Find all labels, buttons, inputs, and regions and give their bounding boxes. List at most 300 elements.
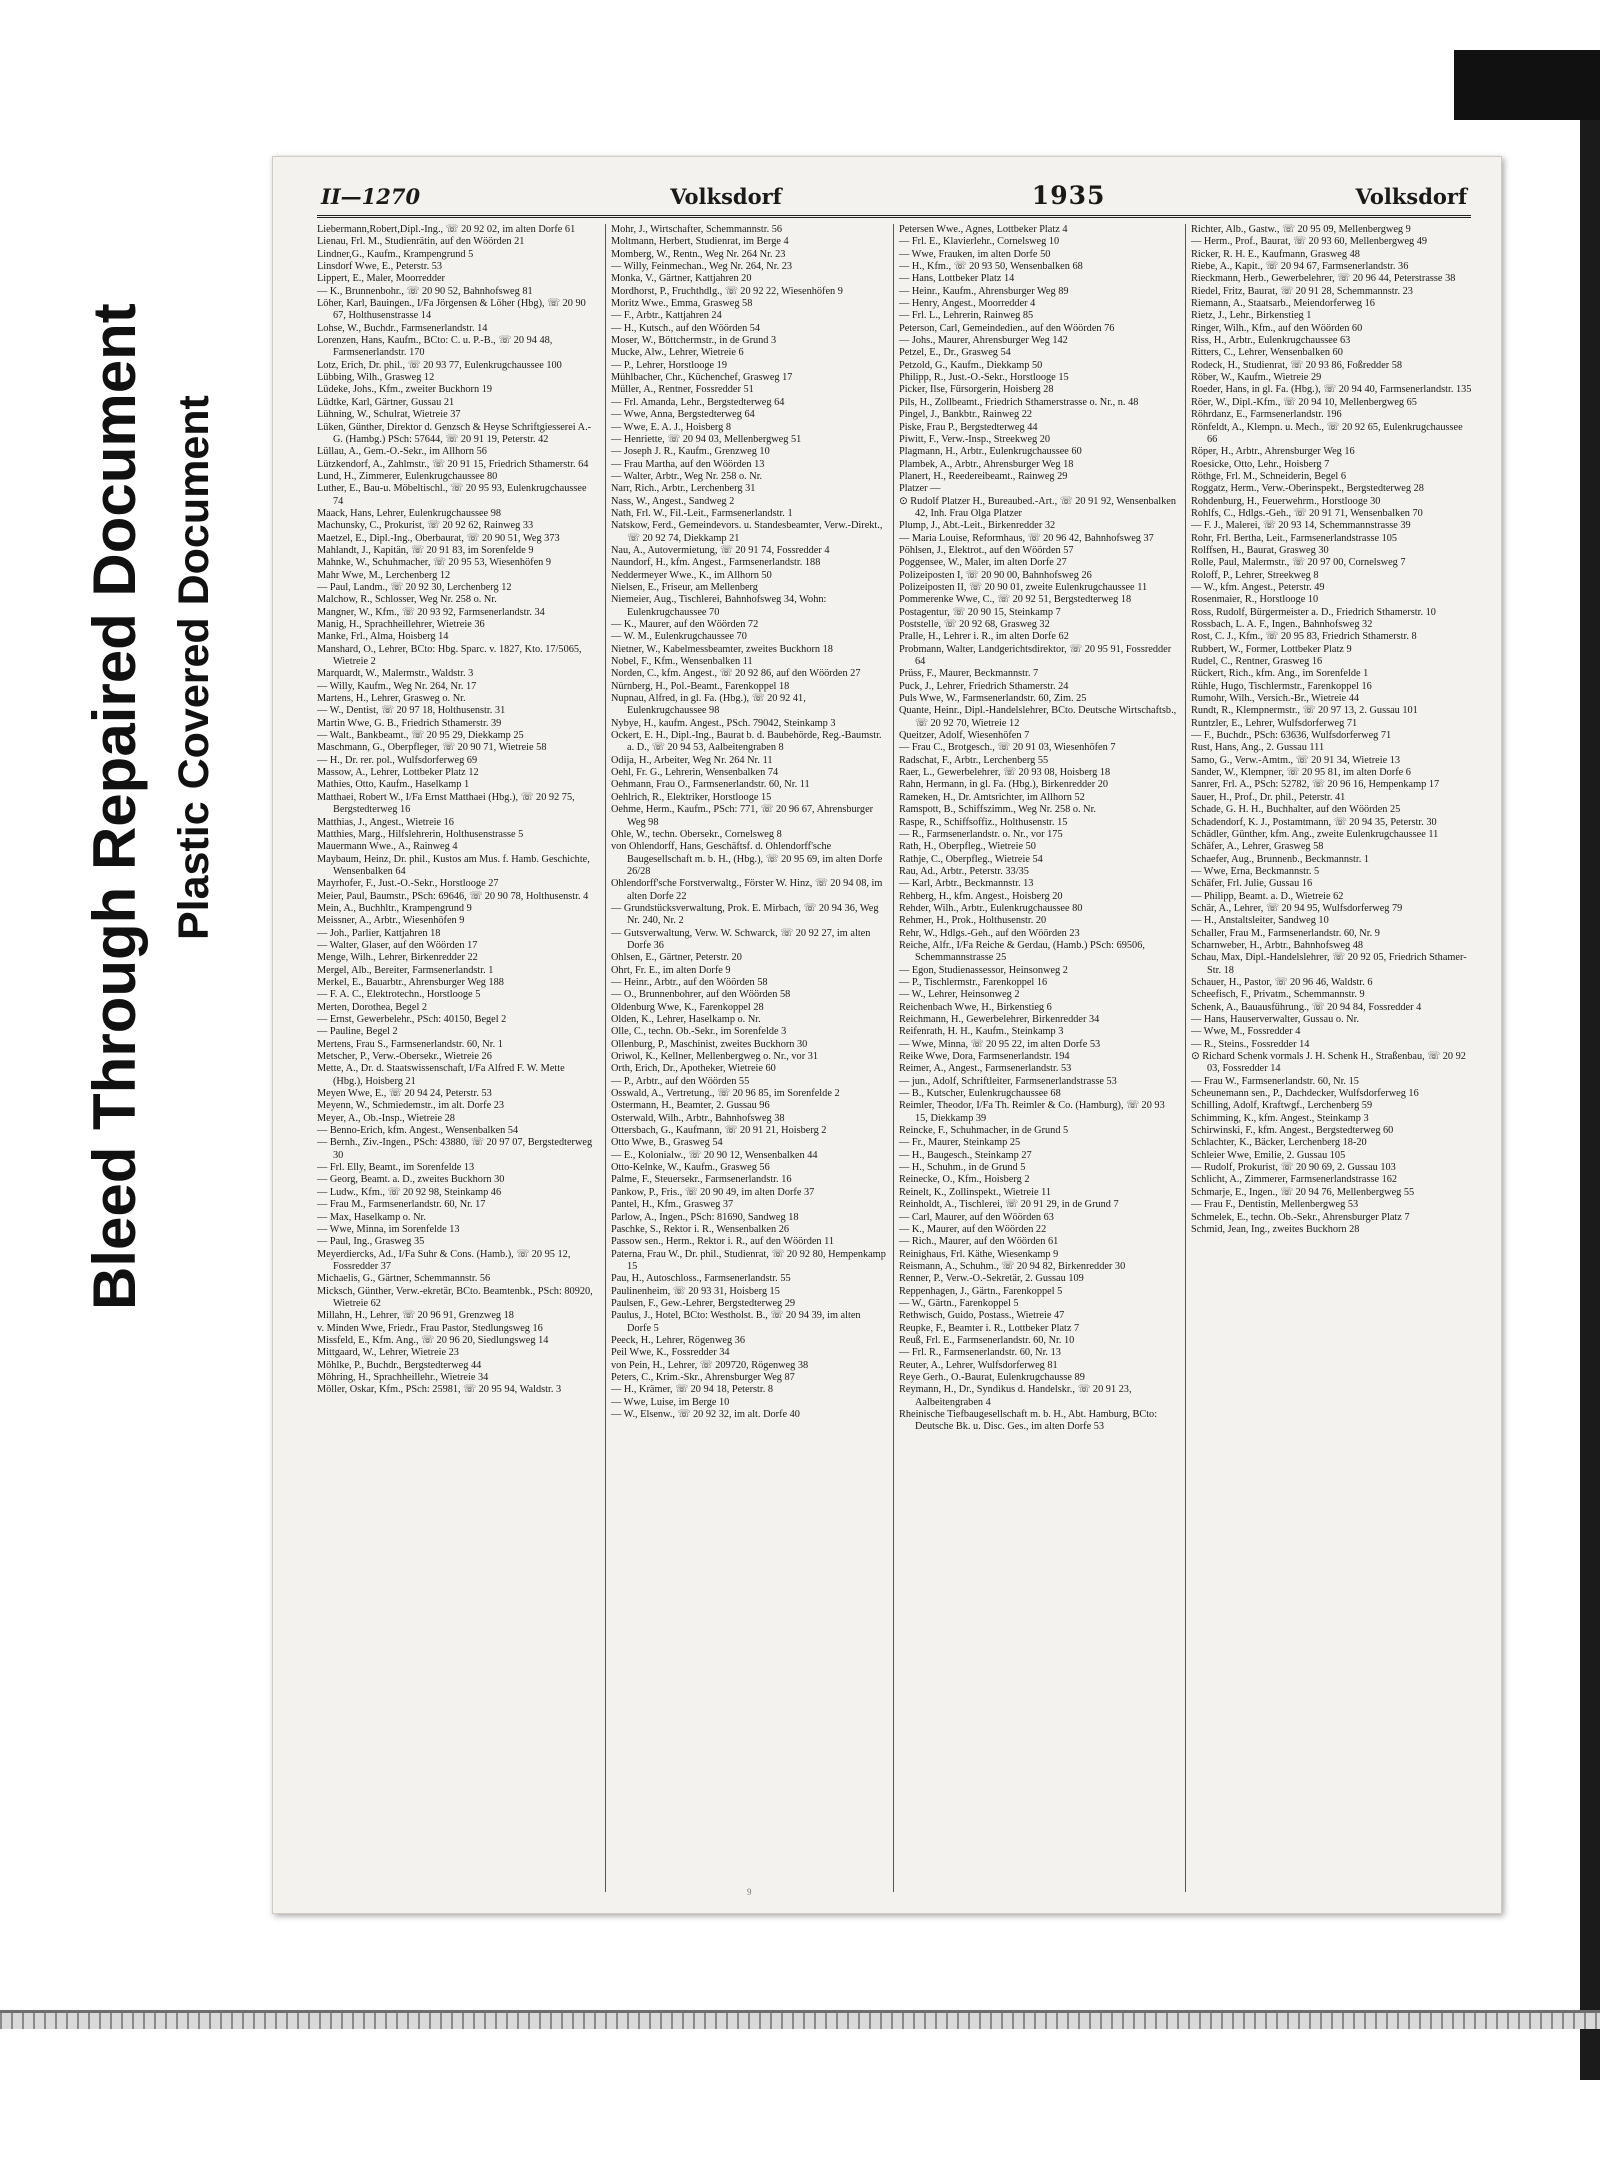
directory-entry: Monka, V., Gärtner, Kattjahren 20 [611, 273, 752, 285]
footer-mark: 9 [747, 1887, 752, 1897]
directory-entry: — H., Schuhm., in de Grund 5 [899, 1162, 1026, 1174]
directory-entry: — H., Dr. rer. pol., Wulfsdorferweg 69 [317, 754, 478, 766]
directory-entry: Rodeck, H., Studienrat, ☏ 20 93 86, Foßredder 58 [1191, 359, 1403, 371]
page-number: II—1270 [321, 184, 421, 209]
directory-entry: Queitzer, Adolf, Wiesenhöfen 7 [899, 730, 1030, 742]
directory-entry: Oehlrich, R., Elektriker, Horstlooge 15 [611, 791, 772, 803]
directory-entry: Reifenrath, H. H., Kaufm., Steinkamp 3 [899, 1026, 1064, 1038]
directory-entry: Rolle, Paul, Malermstr., ☏ 20 97 00, Cornelsweg 7 [1191, 557, 1406, 569]
directory-entry: Pantel, H., Kfm., Grasweg 37 [611, 1199, 734, 1211]
directory-entry: Poststelle, ☏ 20 92 68, Grasweg 32 [899, 619, 1050, 630]
directory-entry: — Fr., Maurer, Steinkamp 25 [899, 1137, 1021, 1149]
directory-entry: Raspe, R., Schiffsoffiz., Holthusenstr. 15 [899, 816, 1068, 828]
directory-entry: — Rudolf, Prokurist, ☏ 20 90 69, 2. Gussau 103 [1191, 1162, 1396, 1174]
directory-entry: — H., Baugesch., Steinkamp 27 [899, 1149, 1032, 1161]
directory-entry: Oehme, Herm., Kaufm., PSch: 771, ☏ 20 96 67, Ahrensburger Weg 98 [611, 804, 874, 828]
directory-entry: Philipp, R., Just.-O.-Sekr., Horstlooge 15 [899, 372, 1069, 384]
directory-entry: Rosenmaier, R., Horstlooge 10 [1191, 594, 1319, 606]
right-running-title: Volksdorf [1355, 184, 1467, 209]
directory-entry: Pils, H., Zollbeamt., Friedrich Sthamerstrasse o. Nr., n. 48 [899, 396, 1139, 408]
directory-entry: — R., Farmsenerlandstr. o. Nr., vor 175 [899, 828, 1063, 840]
directory-entry: Pralle, H., Lehrer i. R., im alten Dorfe 62 [899, 631, 1069, 643]
directory-entry: — H., Anstaltsleiter, Sandweg 10 [1191, 915, 1329, 927]
directory-entry: Petzold, G., Kaufm., Diekkamp 50 [899, 359, 1043, 371]
directory-entry: Runtzler, E., Lehrer, Wulfsdorferweg 71 [1191, 717, 1358, 729]
secondary-side-label: Plastic Covered Document [170, 395, 218, 940]
directory-entry: — Pauline, Begel 2 [317, 1026, 398, 1038]
directory-entry: Meyerdiercks, Ad., I/Fa Suhr & Cons. (Hamb.), ☏ 20 95 12, Fossredder 37 [317, 1248, 571, 1272]
directory-entry: — Egon, Studienassessor, Heinsonweg 2 [899, 964, 1068, 976]
directory-entry: Mauermann Wwe., A., Rainweg 4 [317, 841, 458, 853]
directory-entry: Moltmann, Herbert, Studienrat, im Berge 4 [611, 236, 789, 248]
directory-entry: Orth, Erich, Dr., Apotheker, Wietreie 60 [611, 1063, 776, 1075]
directory-entry: Micksch, Günther, Verw.-ekretär, BCto. Beamtenbk., PSch: 80920, Wietreie 62 [317, 1285, 593, 1309]
directory-entry: Meyen Wwe, E., ☏ 20 94 24, Peterstr. 53 [317, 1088, 492, 1100]
directory-entry: — P., Lehrer, Horstlooge 19 [611, 359, 727, 371]
directory-entry: Reincke, F., Schuhmacher, in de Grund 5 [899, 1125, 1069, 1137]
directory-entry: Schädler, Günther, kfm. Ang., zweite Eulenkrugchaussee 11 [1191, 828, 1439, 840]
directory-entry: Lund, H., Zimmerer, Eulenkrugchaussee 80 [317, 470, 498, 482]
directory-entry: — R., Steins., Fossredder 14 [1191, 1038, 1310, 1050]
directory-entry: — Heinr., Kaufm., Ahrensburger Weg 89 [899, 285, 1069, 297]
directory-entry: Scharnweber, H., Arbtr., Bahnhofsweg 48 [1191, 939, 1364, 951]
directory-entry: Paschke, S., Rektor i. R., Wensenbalken 26 [611, 1223, 790, 1235]
directory-entry: Lienau, Frl. M., Studienrätin, auf den Wöörden 21 [317, 236, 525, 248]
directory-column-3 [893, 224, 1179, 1892]
directory-entry: Lützkendorf, A., Zahlmstr., ☏ 20 91 15, Friedrich Sthamerstr. 64 [317, 458, 589, 470]
directory-entry: — Walt., Bankbeamt., ☏ 20 95 29, Diekkamp 25 [317, 730, 524, 742]
directory-entry: Rethwisch, Guido, Postass., Wietreie 47 [899, 1310, 1065, 1322]
directory-entry: Pau, H., Autoschloss., Farmsenerlandstr. 55 [611, 1273, 791, 1285]
directory-entry: — Max, Haselkamp o. Nr. [317, 1211, 426, 1223]
directory-entry: Lübbing, Wilh., Grasweg 12 [317, 372, 435, 384]
directory-entry: Meyer, A., Ob.-Insp., Wietreie 28 [317, 1112, 455, 1124]
directory-entry: Rath, H., Oberpfleg., Wietreie 50 [899, 841, 1036, 853]
directory-entry: Schmelek, E., techn. Ob.-Sekr., Ahrensburger Platz 7 [1191, 1211, 1410, 1223]
directory-entry: Samo, G., Verw.-Amtm., ☏ 20 91 34, Wietreie 13 [1191, 754, 1401, 766]
directory-entry: Roggatz, Herm., Verw.-Oberinspekt., Bergstedterweg 28 [1191, 483, 1424, 495]
directory-entry: Liebermann,Robert,Dipl.-Ing., ☏ 20 92 02, im alten Dorfe 61 [317, 224, 576, 235]
directory-entry: — jun., Adolf, Schriftleiter, Farmsenerlandstrasse 53 [899, 1075, 1117, 1087]
directory-entry: Mangner, W., Kfm., ☏ 20 93 92, Farmsenerlandstr. 34 [317, 606, 545, 618]
directory-entry: Schaefer, Aug., Brunnenb., Beckmannstr. 1 [1191, 853, 1370, 865]
directory-entry: — Georg, Beamt. a. D., zweites Buckhorn 30 [317, 1174, 505, 1186]
directory-entry: — H., Krämer, ☏ 20 94 18, Peterstr. 8 [611, 1384, 774, 1396]
directory-entry: Reismann, A., Schuhm., ☏ 20 94 82, Birkenredder 30 [899, 1260, 1126, 1272]
directory-entry: Nupnau, Alfred, in gl. Fa. (Hbg.), ☏ 20 92 41, Eulenkrugchaussee 98 [611, 693, 806, 717]
directory-entry: Metscher, P., Verw.-Obersekr., Wietreie 26 [317, 1051, 492, 1063]
directory-entry: Natskow, Ferd., Gemeindevors. u. Standesbeamter, Verw.-Direkt., ☏ 20 92 74, Diekkamp 21 [611, 520, 883, 544]
directory-entry: Schenk, A., Bauausführung., ☏ 20 94 84, Fossredder 4 [1191, 1001, 1422, 1013]
directory-entry: Maack, Hans, Lehrer, Eulenkrugchaussee 98 [317, 507, 502, 519]
directory-entry: — B., Kutscher, Eulenkrugchaussee 68 [899, 1088, 1061, 1100]
directory-entry: — Rich., Maurer, auf den Wöörden 61 [899, 1236, 1059, 1248]
directory-entry: Nau, A., Autovermietung, ☏ 20 91 74, Fossredder 4 [611, 544, 830, 556]
directory-entry: Mühlbacher, Chr., Küchenchef, Grasweg 17 [611, 372, 793, 384]
directory-entry: Rheinische Tiefbaugesellschaft m. b. H., Abt. Hamburg, BCto: Deutsche Bk. u. Disc. Ges., im alten Dorfe 53 [899, 1409, 1158, 1433]
directory-entry: Nietner, W., Kabelmessbeamter, zweites Buckhorn 18 [611, 643, 833, 655]
directory-entry: Martin Wwe, G. B., Friedrich Sthamerstr. 39 [317, 717, 502, 729]
directory-entry: — H., Kutsch., auf den Wöörden 54 [611, 322, 761, 334]
directory-entry: Röper, H., Arbtr., Ahrensburger Weg 16 [1191, 446, 1355, 458]
directory-entry: — Walter, Arbtr., Weg Nr. 258 o. Nr. [611, 470, 763, 482]
directory-entry: — Philipp, Beamt. a. D., Wietreie 62 [1191, 890, 1344, 902]
directory-entry: Palme, F., Steuersekr., Farmsenerlandstr. 16 [611, 1174, 792, 1186]
page-header [317, 181, 1471, 218]
page-content [317, 181, 1472, 1897]
directory-entry: Postagentur, ☏ 20 90 15, Steinkamp 7 [899, 606, 1061, 618]
directory-entry: — Herm., Prof., Baurat, ☏ 20 93 60, Mellenbergweg 49 [1191, 236, 1428, 248]
directory-entry: Meissner, A., Arbtr., Wiesenhöfen 9 [317, 915, 465, 927]
directory-entry: Ohle, W., techn. Obersekr., Cornelsweg 8 [611, 828, 782, 840]
directory-entry: Reichmann, H., Gewerbelehrer, Birkenredder 34 [899, 1014, 1100, 1025]
directory-entry: — Wwe, Minna, im Sorenfelde 13 [317, 1223, 460, 1235]
directory-entry: — Grundstücksverwaltung, Prok. E. Mirbach, ☏ 20 94 36, Weg Nr. 240, Nr. 2 [611, 902, 879, 927]
directory-entry: Schlicht, A., Zimmerer, Farmsenerlandstrasse 162 [1191, 1174, 1398, 1186]
directory-entry: Nath, Frl. W., Fil.-Leit., Farmsenerlandstr. 1 [611, 507, 793, 519]
directory-entry: Niemeier, Aug., Tischlerei, Bahnhofsweg 34, Wohn: Eulenkrugchaussee 70 [611, 594, 827, 618]
directory-entry: — Joh., Parlier, Kattjahren 18 [317, 927, 441, 939]
directory-entry: Massow, A., Lehrer, Lottbeker Platz 12 [317, 767, 479, 779]
directory-entry: — Gutsverwaltung, Verw. W. Schwarck, ☏ 20 92 27, im alten Dorfe 36 [611, 927, 871, 951]
directory-entry: — Hans, Hauserverwalter, Gussau o. Nr. [1191, 1014, 1360, 1025]
left-running-title: Volksdorf [670, 184, 782, 209]
directory-entry: Otto-Kelnke, W., Kaufm., Grasweg 56 [611, 1162, 770, 1174]
directory-entry: Moritz Wwe., Emma, Grasweg 58 [611, 298, 753, 310]
directory-entry: — Wwe, Luise, im Berge 10 [611, 1396, 730, 1408]
directory-entry: Scheunemann sen., P., Dachdecker, Wulfsdorferweg 16 [1191, 1088, 1419, 1100]
directory-columns [317, 224, 1471, 1892]
scanner-right-edge [1580, 120, 1600, 2080]
directory-entry: Lühning, W., Schulrat, Wietreie 37 [317, 409, 461, 421]
directory-column-1 [317, 224, 601, 1892]
directory-entry: ⊙ Rudolf Platzer H., Bureaubed.-Art., ☏ 20 91 92, Wensenbalken 42, Inh. Frau Olga Platzer [899, 495, 1176, 519]
directory-entry: Petzel, E., Dr., Grasweg 54 [899, 347, 1011, 359]
directory-entry: — Heinr., Arbtr., auf den Wöörden 58 [611, 976, 768, 988]
scanner-black-tab [1454, 50, 1600, 120]
directory-entry: Puls Wwe, W., Farmsenerlandstr. 60, Zim. 25 [899, 693, 1087, 705]
directory-entry: Plump, J., Abt.-Leit., Birkenredder 32 [899, 520, 1056, 532]
directory-column-2 [605, 224, 887, 1892]
directory-entry: Schaller, Frau M., Farmsenerlandstr. 60, Nr. 9 [1191, 927, 1380, 939]
directory-entry: Mette, A., Dr. d. Staatswissenschaft, I/Fa Alfred F. W. Mette (Hbg.), Hoisberg 21 [317, 1063, 565, 1087]
directory-entry: Reppenhagen, J., Gärtn., Farenkoppel 5 [899, 1285, 1063, 1297]
directory-entry: Lindner,G., Kaufm., Krampengrund 5 [317, 248, 474, 260]
directory-entry: Luther, E., Bau-u. Möbeltischl., ☏ 20 95 93, Eulenkrugchaussee 74 [317, 483, 587, 507]
directory-entry: — F., Buchdr., PSch: 63636, Wulfsdorferweg 71 [1191, 730, 1392, 742]
directory-entry: Rameken, H., Dr. Amtsrichter, im Allhorn 52 [899, 791, 1085, 803]
directory-entry: Maetzel, E., Dipl.-Ing., Oberbaurat, ☏ 20 90 51, Weg 373 [317, 532, 560, 544]
directory-entry: — Karl, Arbtr., Beckmannstr. 13 [899, 878, 1034, 890]
directory-entry: Piwitt, F., Verw.-Insp., Streekweg 20 [899, 433, 1051, 445]
directory-entry: Rohdenburg, H., Feuerwehrm., Horstlooge 30 [1191, 495, 1381, 507]
directory-entry: — Wwe, Frauken, im alten Dorfe 50 [899, 248, 1051, 260]
directory-entry: — Wwe, M., Fossredder 4 [1191, 1026, 1301, 1038]
directory-entry: von Pein, H., Lehrer, ☏ 209720, Rögenweg 38 [611, 1359, 809, 1371]
directory-entry: Ottersbach, G., Kaufmann, ☏ 20 91 21, Hoisberg 2 [611, 1125, 827, 1137]
page-year: 1935 [1031, 181, 1106, 210]
directory-entry: Richter, Alb., Gastw., ☏ 20 95 09, Mellenbergweg 9 [1191, 224, 1411, 235]
directory-entry: Mergel, Alb., Bereiter, Farmsenerlandstr. 1 [317, 964, 494, 976]
directory-entry: Mordhorst, P., Fruchthdlg., ☏ 20 92 22, Wiesenhöfen 9 [611, 285, 843, 297]
directory-entry: Paulus, J., Hotel, BCto: Westholst. B., ☏ 20 94 39, im alten Dorfe 5 [611, 1310, 861, 1334]
directory-entry: Reimer, A., Angest., Farmsenerlandstr. 53 [899, 1063, 1072, 1075]
directory-entry: — Frau C., Brotgesch., ☏ 20 91 03, Wiesenhöfen 7 [899, 742, 1116, 754]
directory-entry: Piske, Frau P., Bergstedterweg 44 [899, 421, 1038, 433]
directory-entry: — H., Kfm., ☏ 20 93 50, Wensenbalken 68 [899, 261, 1083, 273]
directory-entry: — W., Gärtn., Farenkoppel 5 [899, 1297, 1019, 1309]
directory-entry: Picker, Ilse, Fürsorgerin, Hoisberg 28 [899, 384, 1054, 396]
directory-entry: Rust, Hans, Ang., 2. Gussau 111 [1191, 742, 1325, 754]
directory-entry: Rossbach, L. A. F., Ingen., Bahnhofsweg 32 [1191, 619, 1373, 630]
directory-entry: Matthaei, Robert W., I/Fa Ernst Matthaei (Hbg.), ☏ 20 92 75, Bergstedterweg 16 [317, 791, 575, 816]
directory-entry: Mohr, J., Wirtschafter, Schemmannstr. 56 [611, 224, 783, 235]
directory-entry: — Frl. Amanda, Lehr., Bergstedterweg 64 [611, 396, 785, 408]
directory-entry: Paulinenheim, ☏ 20 93 31, Hoisberg 15 [611, 1285, 780, 1297]
directory-entry: Lüdeke, Johs., Kfm., zweiter Buckhorn 19 [317, 384, 493, 396]
directory-entry: Möhring, H., Sprachheillehr., Wietreie 34 [317, 1371, 489, 1383]
directory-entry: Reinighaus, Frl. Käthe, Wiesenkamp 9 [899, 1248, 1059, 1260]
directory-entry: Plagmann, H., Arbtr., Eulenkrugchaussee 60 [899, 446, 1082, 458]
directory-entry: Schäfer, A., Lehrer, Grasweg 58 [1191, 841, 1324, 853]
directory-entry: — W. M., Eulenkrugchaussee 70 [611, 631, 747, 643]
directory-entry: Reinelt, K., Zollinspekt., Wietreie 11 [899, 1186, 1052, 1198]
directory-entry: — F., Arbtr., Kattjahren 24 [611, 310, 722, 322]
directory-entry: Mahr Wwe, M., Lerchenberg 12 [317, 569, 451, 581]
directory-entry: Peters, C., Krim.-Skr., Ahrensburger Weg 87 [611, 1371, 795, 1383]
directory-entry: Reuter, A., Lehrer, Wulfsdorferweg 81 [899, 1359, 1058, 1371]
directory-entry: Reimler, Theodor, I/Fa Th. Reimler & Co. (Hamburg), ☏ 20 93 15, Diekkamp 39 [899, 1100, 1165, 1124]
scanner-bottom-ruler [0, 2010, 1600, 2029]
directory-entry: — P., Arbtr., auf den Wöörden 55 [611, 1075, 750, 1087]
directory-entry: — Frau Martha, auf den Wöörden 13 [611, 458, 765, 470]
directory-entry: Reye Gerh., O.-Baurat, Eulenkrugchausse 89 [899, 1371, 1085, 1383]
directory-entry: Moser, W., Böttchermstr., in de Grund 3 [611, 335, 777, 347]
directory-entry: — Wwe, Anna, Bergstedterweg 64 [611, 409, 755, 421]
directory-entry: Ramspott, B., Schiffszimm., Weg Nr. 258 o. Nr. [899, 804, 1097, 816]
directory-entry: Schleier Wwe, Emilie, 2. Gussau 105 [1191, 1149, 1346, 1161]
directory-entry: Parlow, A., Ingen., PSch: 81690, Sandweg 18 [611, 1211, 799, 1223]
directory-entry: Momberg, W., Rentn., Weg Nr. 264 Nr. 23 [611, 248, 786, 260]
directory-entry: Reupke, F., Beamter i. R., Lottbeker Platz 7 [899, 1322, 1080, 1334]
directory-entry: Rehberg, H., kfm. Angest., Hoisberg 20 [899, 890, 1063, 902]
directory-entry: Rietz, J., Lehr., Birkenstieg 1 [1191, 310, 1312, 322]
directory-entry: — Ludw., Kfm., ☏ 20 92 98, Steinkamp 46 [317, 1186, 502, 1198]
directory-entry: Meyenn, W., Schmiedemstr., im alt. Dorfe 23 [317, 1100, 505, 1112]
directory-entry: Schär, A., Lehrer, ☏ 20 94 95, Wulfsdorferweg 79 [1191, 902, 1403, 914]
directory-entry: Menge, Wilh., Lehrer, Birkenredder 22 [317, 952, 478, 964]
directory-entry: Mittgaard, W., Lehrer, Wietreie 23 [317, 1347, 459, 1359]
directory-entry: Renner, P., Verw.-O.-Sekretär, 2. Gussau 109 [899, 1273, 1084, 1285]
directory-entry: Rubbert, W., Former, Lottbeker Platz 9 [1191, 643, 1352, 655]
directory-entry: Matthies, Marg., Hilfslehrerin, Holthusenstrasse 5 [317, 828, 524, 840]
directory-entry: — Hans, Lottbeker Platz 14 [899, 273, 1015, 285]
primary-side-label: Bleed Through Repaired Document [81, 303, 148, 1310]
directory-entry: Naundorf, H., kfm. Angest., Farmsenerlandstr. 188 [611, 557, 821, 569]
directory-entry: Nass, W., Angest., Sandweg 2 [611, 495, 735, 507]
directory-entry: Ringer, Wilh., Kfm., auf den Wöörden 60 [1191, 322, 1363, 334]
directory-entry: Rudel, C., Rentner, Grasweg 16 [1191, 656, 1323, 668]
directory-entry: — Wwe, E. A. J., Hoisberg 8 [611, 421, 732, 433]
directory-entry: Sauer, H., Prof., Dr. phil., Peterstr. 41 [1191, 791, 1346, 803]
directory-entry: Machunsky, C., Prokurist, ☏ 20 92 62, Rainweg 33 [317, 520, 534, 532]
directory-entry: Schade, G. H. H., Buchhalter, auf den Wöörden 25 [1191, 804, 1401, 816]
directory-entry: Rühle, Hugo, Tischlermstr., Farenkoppel 16 [1191, 680, 1372, 692]
directory-entry: Pommerenke Wwe, C., ☏ 20 92 51, Bergstedterweg 18 [899, 594, 1132, 606]
directory-entry: Nobel, F., Kfm., Wensenbalken 11 [611, 656, 753, 668]
directory-entry: Lorenzen, Hans, Kaufm., BCto: C. u. P.-B., ☏ 20 94 48, Farmsenerlandstr. 170 [317, 335, 553, 359]
directory-entry: Rückert, Rich., kfm. Ang., im Sorenfelde 1 [1191, 668, 1369, 680]
directory-entry: Peterson, Carl, Gemeindedien., auf den Wöörden 76 [899, 322, 1115, 334]
directory-entry: Maschmann, G., Oberpfleger, ☏ 20 90 71, Wietreie 58 [317, 742, 547, 754]
directory-entry: Osswald, A., Vertretung., ☏ 20 96 85, im Sorenfelde 2 [611, 1088, 840, 1100]
directory-entry: Pankow, P., Fris., ☏ 20 90 49, im alten Dorfe 37 [611, 1186, 815, 1198]
directory-entry: Röber, W., Kaufm., Wietreie 29 [1191, 372, 1322, 384]
directory-entry: Petersen Wwe., Agnes, Lottbeker Platz 4 [899, 224, 1068, 235]
directory-entry: Rehder, Wilh., Arbtr., Eulenkrugchaussee 80 [899, 902, 1083, 914]
directory-entry: Platzer — [899, 483, 941, 495]
directory-entry: Neddermeyer Wwe., K., im Allhorn 50 [611, 569, 772, 581]
directory-entry: Lippert, E., Maler, Moorredder [317, 273, 445, 285]
directory-entry: Mahnke, W., Schuhmacher, ☏ 20 95 53, Wiesenhöfen 9 [317, 557, 552, 569]
directory-entry: Merkel, E., Bauarbtr., Ahrensburger Weg 188 [317, 976, 504, 988]
directory-entry: Ricker, R. H. E., Kaufmann, Grasweg 48 [1191, 248, 1360, 260]
directory-entry: — W., kfm. Angest., Peterstr. 49 [1191, 581, 1325, 593]
directory-entry: Ohlendorff'sche Forstverwaltg., Förster W. Hinz, ☏ 20 94 08, im alten Dorfe 22 [611, 878, 883, 902]
directory-entry: — Frau M., Farmsenerlandstr. 60, Nr. 17 [317, 1199, 486, 1211]
directory-entry: — K., Maurer, auf den Wöörden 72 [611, 619, 759, 630]
directory-entry: Mertens, Frau S., Farmsenerlandstr. 60, Nr. 1 [317, 1038, 503, 1050]
directory-entry: Rundt, R., Klempnermstr., ☏ 20 97 13, 2. Gussau 101 [1191, 705, 1418, 717]
directory-entry: Nielsen, E., Friseur, am Mellenberg [611, 581, 758, 593]
directory-entry: Matthias, J., Angest., Wietreie 16 [317, 816, 454, 828]
directory-entry: — Joseph J. R., Kaufm., Grenzweg 10 [611, 446, 770, 458]
directory-entry: Löher, Karl, Bauingen., I/Fa Jörgensen & Löher (Hbg), ☏ 20 90 67, Holthusenstrasse 14 [317, 298, 586, 322]
directory-entry: Odija, H., Arbeiter, Weg Nr. 264 Nr. 11 [611, 754, 773, 766]
directory-entry: Polizeiposten II, ☏ 20 90 01, zweite Eulenkrugchaussee 11 [899, 581, 1148, 593]
directory-entry: Lüllau, A., Gem.-O.-Sekr., im Allhorn 56 [317, 446, 487, 458]
directory-entry: Röhrdanz, E., Farmsenerlandstr. 196 [1191, 409, 1342, 421]
directory-entry: v. Minden Wwe, Friedr., Frau Pastor, Stedlungsweg 16 [317, 1322, 543, 1334]
directory-entry: Möller, Oskar, Kfm., PSch: 25981, ☏ 20 95 94, Waldstr. 3 [317, 1384, 562, 1396]
directory-entry: — Frl. E., Klavierlehr., Cornelsweg 10 [899, 236, 1060, 248]
directory-entry: Ritters, C., Lehrer, Wensenbalken 60 [1191, 347, 1343, 359]
directory-entry: Radschat, F., Arbtr., Lerchenberg 55 [899, 754, 1049, 766]
directory-entry: Maybaum, Heinz, Dr. phil., Kustos am Mus. f. Hamb. Geschichte, Wensenbalken 64 [317, 853, 590, 877]
directory-entry: Norden, C., kfm. Angest., ☏ 20 92 86, auf den Wöörden 27 [611, 668, 861, 680]
directory-entry: — Frl. L., Lehrerin, Rainweg 85 [899, 310, 1034, 322]
directory-entry: Oehmann, Frau O., Farmsenerlandstr. 60, Nr. 11 [611, 779, 810, 791]
directory-entry: Reiche, Alfr., I/Fa Reiche & Gerdau, (Hamb.) PSch: 69506, Schemmannstrasse 25 [899, 939, 1145, 964]
directory-entry: Oldenburg Wwe, K., Farenkoppel 28 [611, 1001, 764, 1013]
directory-entry: Oriwol, K., Kellner, Mellenbergweg o. Nr., vor 31 [611, 1051, 819, 1063]
directory-entry: Reinholdt, A., Tischlerei, ☏ 20 91 29, in de Grund 7 [899, 1199, 1119, 1211]
directory-entry: Roloff, P., Lehrer, Streekweg 8 [1191, 569, 1319, 581]
directory-entry: Merten, Dorothea, Begel 2 [317, 1001, 428, 1013]
directory-entry: — K., Brunnenbohr., ☏ 20 90 52, Bahnhofsweg 81 [317, 285, 533, 297]
directory-entry: Millahn, H., Lehrer, ☏ 20 96 91, Grenzweg 18 [317, 1310, 514, 1322]
directory-entry: — Maria Louise, Reformhaus, ☏ 20 96 42, Bahnhofsweg 37 [899, 532, 1154, 544]
directory-entry: Röthge, Frl. M., Schneiderin, Begel 6 [1191, 470, 1347, 482]
directory-entry: Martens, H., Lehrer, Grasweg o. Nr. [317, 693, 466, 705]
directory-entry: Manshard, O., Lehrer, BCto: Hbg. Sparc. v. 1827, Kto. 17/5065, Wietreie 2 [317, 643, 582, 668]
directory-entry: — W., Dentist, ☏ 20 97 18, Holthusenstr. 31 [317, 705, 506, 717]
directory-entry: Möhlke, P., Buchdr., Bergstedterweg 44 [317, 1359, 482, 1371]
directory-entry: — Johs., Maurer, Ahrensburger Weg 142 [899, 335, 1068, 347]
directory-entry: Passow sen., Herm., Rektor i. R., auf den Wöörden 11 [611, 1236, 835, 1248]
directory-entry: — Carl, Maurer, auf den Wöörden 63 [899, 1211, 1054, 1223]
directory-entry: Narr, Rich., Arbtr., Lerchenberg 31 [611, 483, 756, 495]
directory-entry: Schmarje, E., Ingen., ☏ 20 94 76, Mellenbergweg 55 [1191, 1186, 1415, 1198]
directory-entry: — Willy, Feinmechan., Weg Nr. 264, Nr. 23 [611, 261, 793, 273]
directory-entry: Riss, H., Arbtr., Eulenkrugchaussee 63 [1191, 335, 1351, 347]
directory-entry: Schau, Max, Dipl.-Handelslehrer, ☏ 20 92 05, Friedrich Sthamer-Str. 18 [1191, 952, 1467, 976]
directory-entry: Schadendorf, K. J., Postamtmann, ☏ 20 94 35, Peterstr. 30 [1191, 816, 1437, 828]
directory-entry: Reuß, Frl. E., Farmsenerlandstr. 60, Nr. 10 [899, 1334, 1075, 1346]
directory-entry: — Wwe, Erna, Beckmannstr. 5 [1191, 865, 1320, 877]
directory-entry: Ross, Rudolf, Bürgermeister a. D., Friedrich Sthamerstr. 10 [1191, 606, 1436, 618]
directory-entry: Oehl, Fr. G., Lehrerin, Wensenbalken 74 [611, 767, 779, 779]
directory-entry: Roeder, Hans, in gl. Fa. (Hbg.), ☏ 20 94 40, Farmsenerlandstr. 135 [1191, 384, 1472, 396]
directory-entry: Rehmer, H., Prok., Holthusenstr. 20 [899, 915, 1047, 927]
directory-entry: Manig, H., Sprachheillehrer, Wietreie 36 [317, 619, 485, 630]
directory-entry: — W., Lehrer, Heinsonweg 2 [899, 989, 1020, 1001]
directory-entry: — W., Elsenw., ☏ 20 92 32, im alt. Dorfe 40 [611, 1409, 800, 1420]
directory-entry: Rahn, Hermann, in gl. Fa. (Hbg.), Birkenredder 20 [899, 779, 1109, 791]
directory-entry: Osterwald, Wilh., Arbtr., Bahnhofsweg 38 [611, 1112, 785, 1124]
directory-entry: Ostermann, H., Beamter, 2. Gussau 96 [611, 1100, 770, 1112]
directory-entry: — Henry, Angest., Moorredder 4 [899, 298, 1036, 310]
directory-entry: — Paul, Landm., ☏ 20 92 30, Lerchenberg 12 [317, 581, 512, 593]
directory-entry: Rathje, C., Oberpfleg., Wietreie 54 [899, 853, 1043, 865]
directory-entry: — Henriette, ☏ 20 94 03, Mellenbergweg 51 [611, 433, 802, 445]
directory-entry: Peeck, H., Lehrer, Rögenweg 36 [611, 1334, 745, 1346]
directory-entry: Olden, K., Lehrer, Haselkamp o. Nr. [611, 1014, 761, 1025]
directory-entry: Prüss, F., Maurer, Beckmannstr. 7 [899, 668, 1039, 680]
directory-entry: Riemann, A., Staatsarb., Meiendorferweg 16 [1191, 298, 1375, 310]
directory-entry: Malchow, R., Schlosser, Weg Nr. 258 o. Nr. [317, 594, 497, 606]
directory-entry: Mathies, Otto, Kaufm., Haselkamp 1 [317, 779, 470, 791]
directory-entry: Mein, A., Buchhltr., Krampengrund 9 [317, 902, 472, 914]
directory-entry: Probmann, Walter, Landgerichtsdirektor, ☏ 20 95 91, Fossredder 64 [899, 643, 1172, 668]
directory-entry: Missfeld, E., Kfm. Ang., ☏ 20 96 20, Siedlungsweg 14 [317, 1334, 549, 1346]
directory-entry: Linsdorf Wwe, E., Peterstr. 53 [317, 261, 443, 273]
directory-entry: Schlachter, K., Bäcker, Lerchenberg 18-20 [1191, 1137, 1367, 1149]
directory-entry: — Paul, Ing., Grasweg 35 [317, 1236, 425, 1248]
directory-entry: Plambek, A., Arbtr., Ahrensburger Weg 18 [899, 458, 1074, 470]
directory-entry: Ollenburg, P., Maschinist, zweites Buckhorn 30 [611, 1038, 808, 1050]
directory-entry: Rohr, Frl. Bertha, Leit., Farmsenerlandstrasse 105 [1191, 532, 1398, 544]
directory-entry: Otto Wwe, B., Grasweg 54 [611, 1137, 723, 1149]
directory-entry: Sanrer, Frl. A., PSch: 52782, ☏ 20 96 16, Hempenkamp 17 [1191, 779, 1440, 791]
directory-entry: Scheefisch, F., Privatm., Schemmannstr. 9 [1191, 989, 1365, 1001]
directory-entry: Rieckmann, Herb., Gewerbelehrer, ☏ 20 96 44, Peterstrasse 38 [1191, 273, 1456, 285]
directory-entry: — Walter, Glaser, auf den Wöörden 17 [317, 939, 478, 951]
directory-entry: Paterna, Frau W., Dr. phil., Studienrat, ☏ 20 92 80, Hempenkamp 15 [611, 1248, 886, 1272]
directory-entry: Reichenbach Wwe, H., Birkenstieg 6 [899, 1001, 1052, 1013]
directory-entry: Schilling, Adolf, Kraftwgf., Lerchenberg 59 [1191, 1100, 1373, 1112]
directory-entry: Rönfeldt, A., Klempn. u. Mech., ☏ 20 92 65, Eulenkrugchaussee 66 [1191, 421, 1463, 445]
directory-column-4 [1185, 224, 1473, 1892]
directory-entry: Schmid, Jean, Ing., zweites Buckhorn 28 [1191, 1223, 1360, 1235]
directory-entry: Lüdtke, Karl, Gärtner, Gussau 21 [317, 396, 455, 408]
directory-entry: — Frl. Elly, Beamt., im Sorenfelde 13 [317, 1162, 475, 1174]
directory-entry: Reike Wwe, Dora, Farmsenerlandstr. 194 [899, 1051, 1070, 1063]
directory-entry: Planert, H., Reedereibeamt., Rainweg 29 [899, 470, 1068, 482]
directory-entry: — Benno-Erich, kfm. Angest., Wensenbalken 54 [317, 1125, 519, 1137]
directory-entry: — K., Maurer, auf den Wöörden 22 [899, 1223, 1047, 1235]
directory-entry: Pingel, J., Bankbtr., Rainweg 22 [899, 409, 1032, 421]
